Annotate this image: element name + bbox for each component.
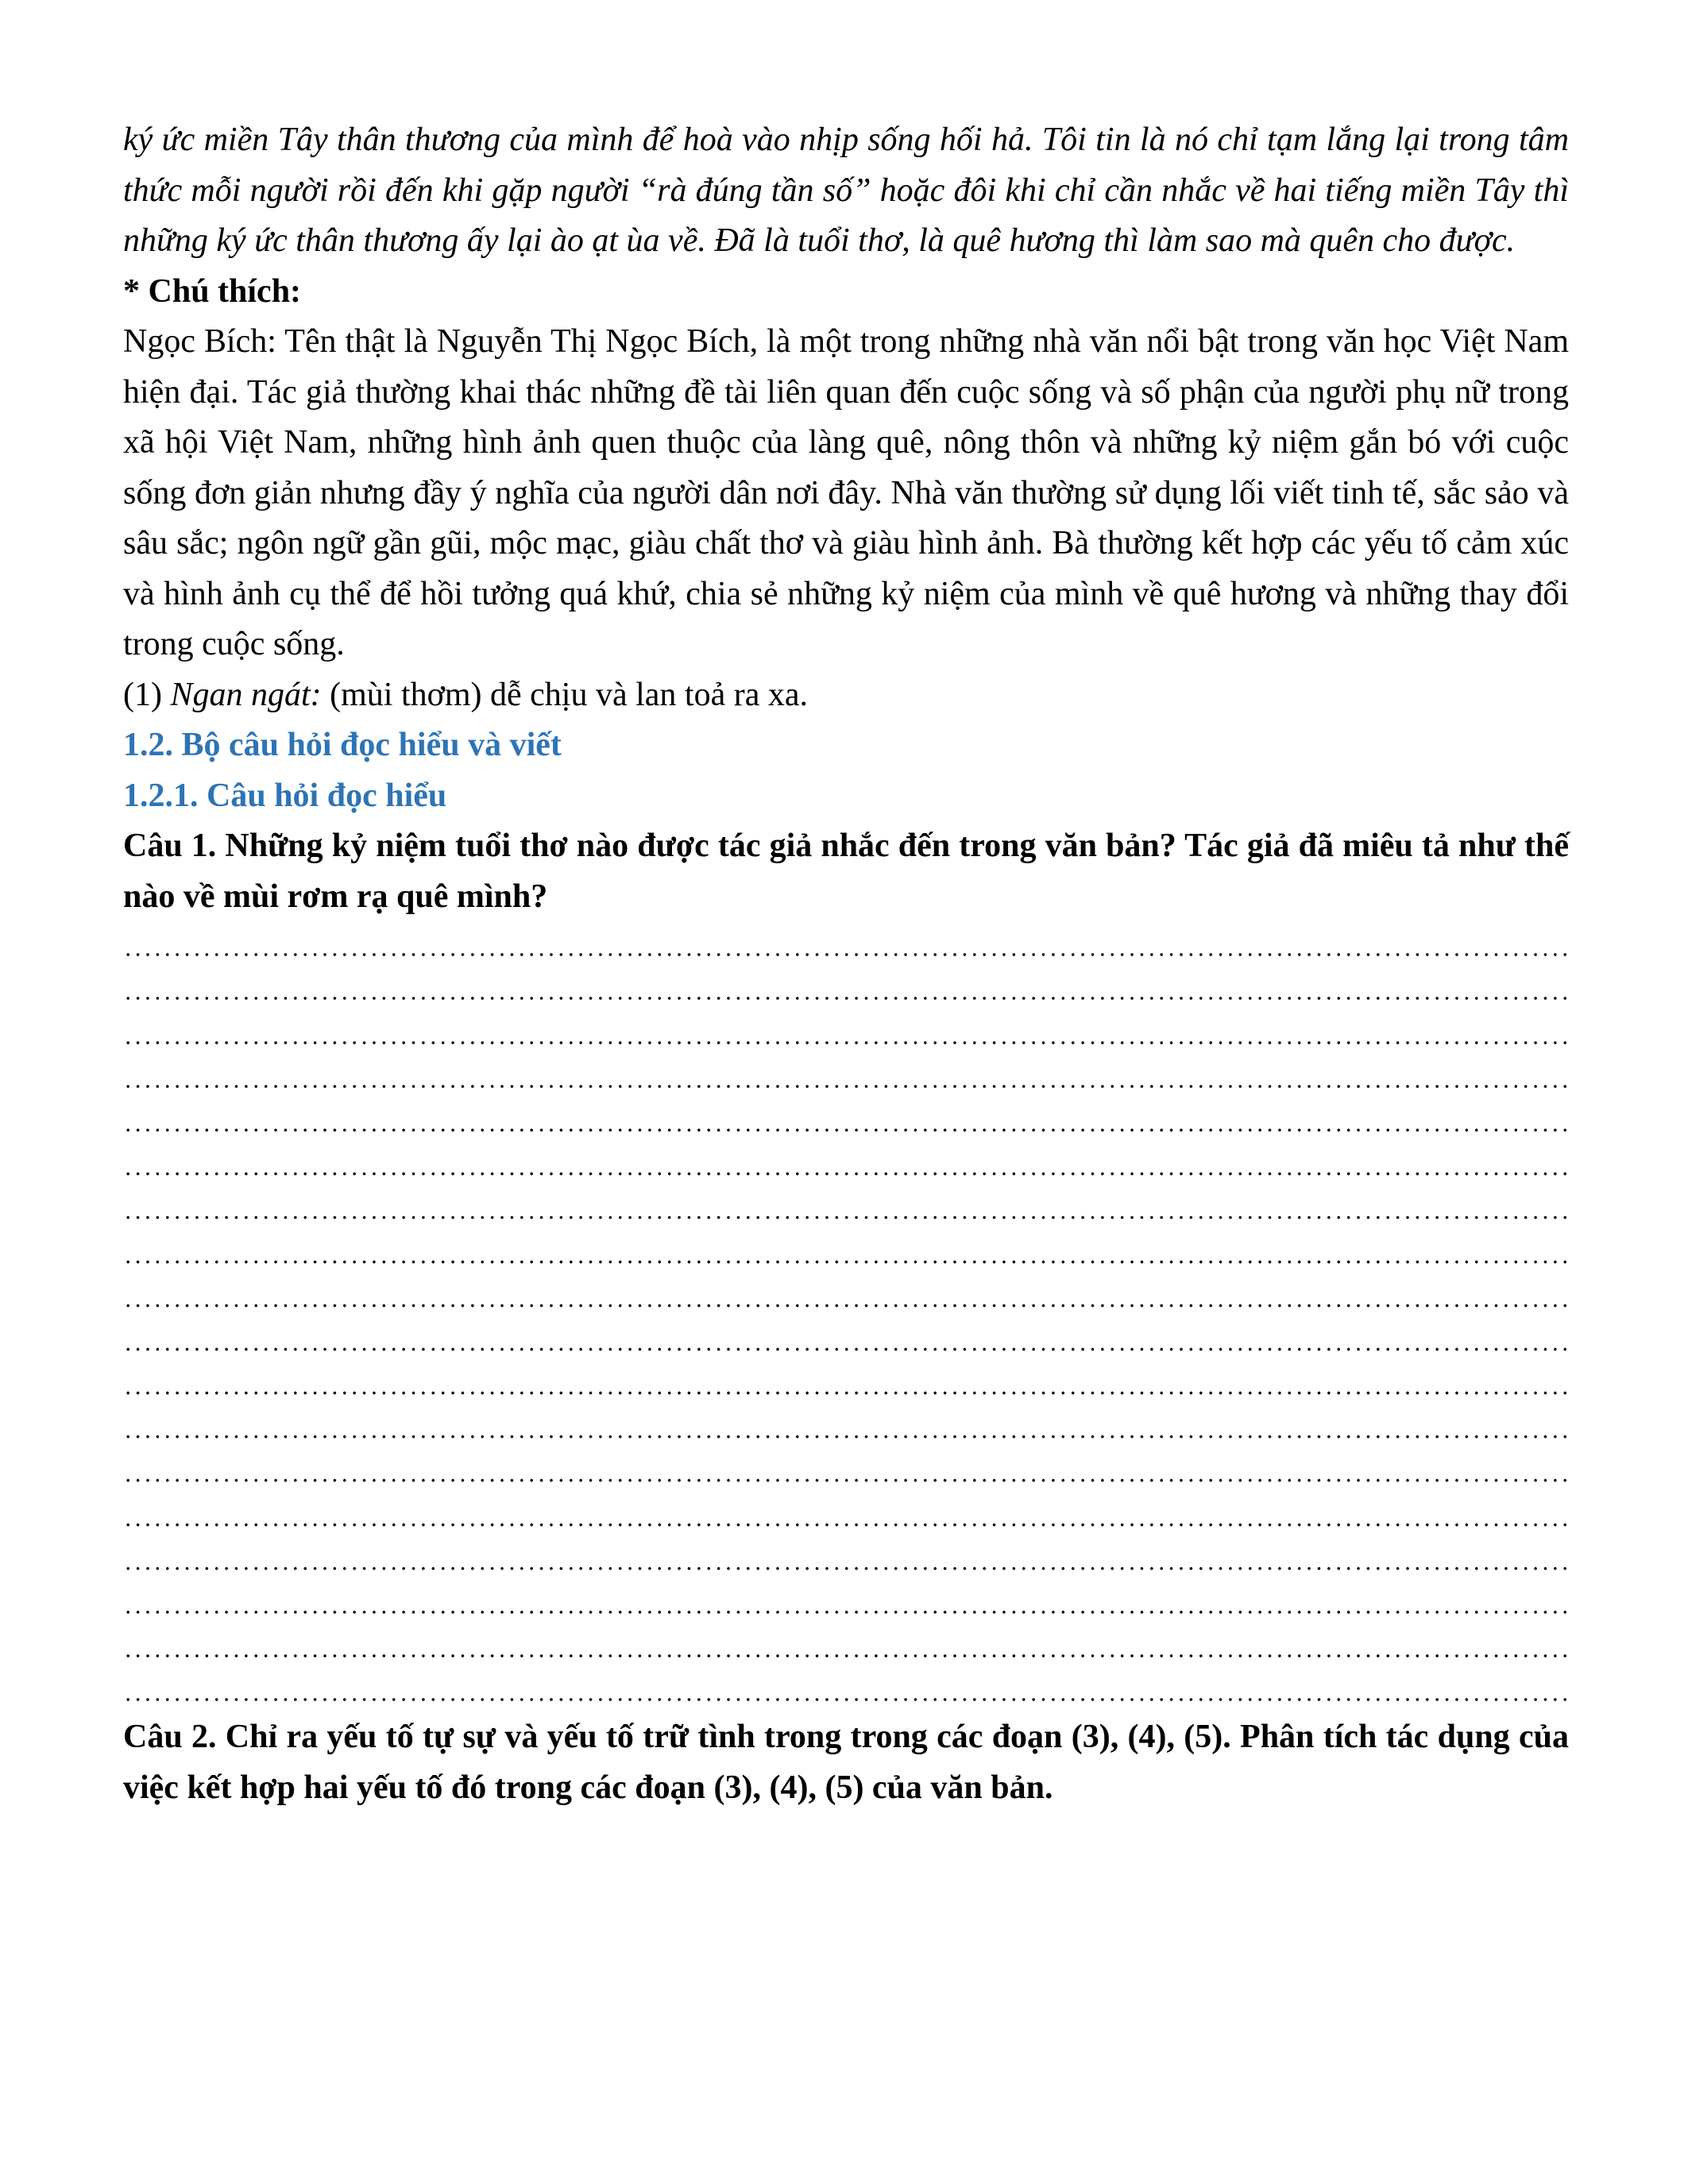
answer-dotted-line[interactable] bbox=[123, 1669, 1569, 1712]
answer-dotted-line[interactable] bbox=[123, 1538, 1569, 1581]
answer-dotted-line[interactable] bbox=[123, 1449, 1569, 1493]
document-page bbox=[123, 115, 1569, 1813]
answer-dotted-line[interactable] bbox=[123, 1625, 1569, 1669]
passage-ending-paragraph: ký ức miền Tây thân thương của mình để hoà vào nhịp sống hối hả. Tôi tin là nó chỉ tạm lắng lại trong tâm thức mỗi người rồi đến khi gặp người “rà đúng tần số” hoặc đôi khi chỉ cần nhắc về hai tiếng miền Tây thì những ký ức thân thương ấy lại ào ạt ùa về. Đã là tuổi thơ, là quê hương thì làm sao mà quên cho được. bbox=[123, 122, 1569, 259]
answer-dotted-line[interactable] bbox=[123, 1581, 1569, 1625]
gloss-number: (1) bbox=[123, 676, 162, 713]
answer-dotted-line[interactable] bbox=[123, 1230, 1569, 1274]
answer-dotted-line[interactable] bbox=[123, 1143, 1569, 1187]
answer-dotted-line[interactable] bbox=[123, 1011, 1569, 1055]
section-heading-1-2-1: 1.2.1. Câu hỏi đọc hiểu bbox=[123, 777, 447, 814]
answer-dotted-line[interactable] bbox=[123, 1362, 1569, 1406]
gloss-definition: (mùi thơm) dễ chịu và lan toả ra xa. bbox=[330, 676, 808, 713]
question-1: Câu 1. Những kỷ niệm tuổi thơ nào được tác giả nhắc đến trong văn bản? Tác giả đã miêu tả như thế nào về mùi rơm rạ quê mình? bbox=[123, 828, 1569, 915]
gloss-note bbox=[123, 670, 1569, 721]
notes-heading: * Chú thích: bbox=[123, 272, 302, 310]
section-heading-1-2: 1.2. Bộ câu hỏi đọc hiểu và viết bbox=[123, 727, 562, 763]
answer-dotted-line[interactable] bbox=[123, 967, 1569, 1011]
answer-dotted-line[interactable] bbox=[123, 1318, 1569, 1362]
answer-dotted-line[interactable] bbox=[123, 1275, 1569, 1318]
answer-dotted-line[interactable] bbox=[123, 1099, 1569, 1143]
answer-dotted-line[interactable] bbox=[123, 1493, 1569, 1537]
answer-dotted-line[interactable] bbox=[123, 1055, 1569, 1099]
answer-dotted-line[interactable] bbox=[123, 1187, 1569, 1230]
gloss-term: Ngan ngát: bbox=[170, 676, 322, 713]
answer-dotted-line[interactable] bbox=[123, 924, 1569, 967]
question-2: Câu 2. Chỉ ra yếu tố tự sự và yếu tố trữ tình trong trong các đoạn (3), (4), (5). Phân tích tác dụng của việc kết hợp hai yếu tố đó trong các đoạn (3), (4), (5) của văn bản. bbox=[123, 1719, 1569, 1806]
author-note-paragraph: Ngọc Bích: Tên thật là Nguyễn Thị Ngọc Bích, là một trong những nhà văn nổi bật trong văn học Việt Nam hiện đại. Tác giả thường khai thác những đề tài liên quan đến cuộc sống và số phận của người phụ nữ trong xã hội Việt Nam, những hình ảnh quen thuộc của làng quê, nông thôn và những kỷ niệm gắn bó với cuộc sống đơn giản nhưng đầy ý nghĩa của người dân nơi đây. Nhà văn thường sử dụng lối viết tinh tế, sắc sảo và sâu sắc; ngôn ngữ gần gũi, mộc mạc, giàu chất thơ và giàu hình ảnh. Bà thường kết hợp các yếu tố cảm xúc và hình ảnh cụ thể để hồi tưởng quá khứ, chia sẻ những kỷ niệm của mình về quê hương và những thay đổi trong cuộc sống. bbox=[123, 323, 1569, 662]
answer-dotted-line[interactable] bbox=[123, 1406, 1569, 1449]
answer-area-question-1[interactable] bbox=[123, 924, 1569, 1712]
